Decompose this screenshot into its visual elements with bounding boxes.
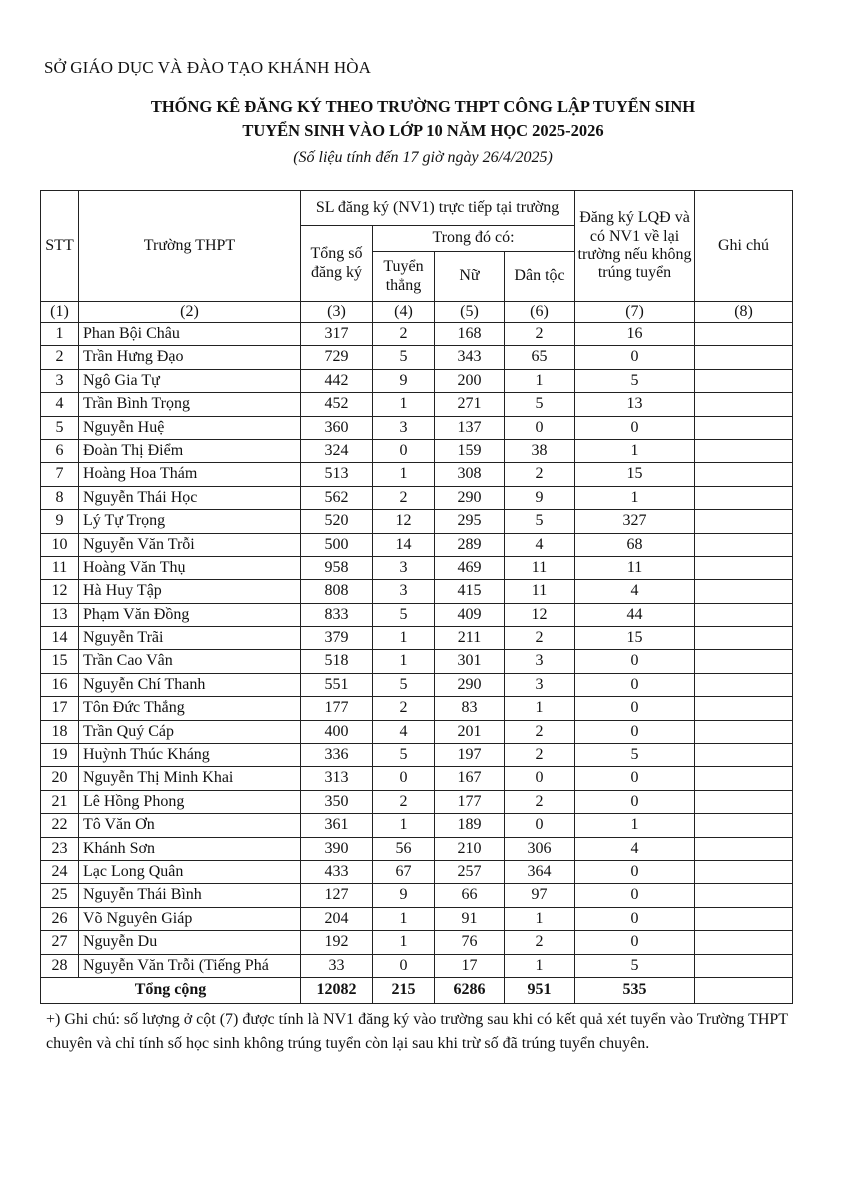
cell-ethnic: 11 (505, 556, 575, 579)
cell-total: 452 (301, 393, 373, 416)
cell-ethnic: 65 (505, 346, 575, 369)
table-row (41, 369, 793, 392)
cell-note (695, 884, 793, 907)
cell-female: 210 (435, 837, 505, 860)
cell-direct: 56 (373, 837, 435, 860)
cell-note (695, 510, 793, 533)
cell-lqd: 5 (575, 744, 695, 767)
cell-direct: 2 (373, 323, 435, 346)
column-number: (8) (695, 302, 793, 323)
cell-stt: 16 (41, 673, 79, 696)
cell-school: Phan Bội Châu (79, 323, 301, 346)
header-in-which: Trong đó có: (373, 226, 575, 252)
cell-total: 204 (301, 907, 373, 930)
cell-note (695, 580, 793, 603)
cell-ethnic: 2 (505, 627, 575, 650)
cell-female: 290 (435, 486, 505, 509)
cell-note (695, 931, 793, 954)
cell-ethnic: 2 (505, 744, 575, 767)
header-direct: Tuyển thẳng (373, 252, 435, 302)
cell-stt: 1 (41, 323, 79, 346)
cell-female: 308 (435, 463, 505, 486)
cell-total: 729 (301, 346, 373, 369)
total-label: Tổng cộng (41, 977, 301, 1003)
table-row (41, 416, 793, 439)
cell-ethnic: 11 (505, 580, 575, 603)
cell-school: Huỳnh Thúc Kháng (79, 744, 301, 767)
cell-note (695, 463, 793, 486)
cell-lqd: 44 (575, 603, 695, 626)
cell-school: Trần Cao Vân (79, 650, 301, 673)
table-row (41, 510, 793, 533)
cell-direct: 1 (373, 814, 435, 837)
cell-stt: 24 (41, 860, 79, 883)
cell-female: 91 (435, 907, 505, 930)
column-number: (1) (41, 302, 79, 323)
cell-total: 518 (301, 650, 373, 673)
cell-lqd: 15 (575, 627, 695, 650)
cell-lqd: 16 (575, 323, 695, 346)
cell-note (695, 346, 793, 369)
cell-school: Trần Hưng Đạo (79, 346, 301, 369)
cell-lqd: 15 (575, 463, 695, 486)
cell-direct: 14 (373, 533, 435, 556)
cell-lqd: 0 (575, 416, 695, 439)
cell-female: 159 (435, 439, 505, 462)
table-row (41, 323, 793, 346)
total-direct: 215 (373, 977, 435, 1003)
cell-direct: 9 (373, 369, 435, 392)
registration-table (40, 190, 793, 1004)
cell-stt: 7 (41, 463, 79, 486)
cell-school: Võ Nguyên Giáp (79, 907, 301, 930)
cell-direct: 0 (373, 439, 435, 462)
header-total-reg: Tổng số đăng ký (301, 226, 373, 302)
document-title-line-2: TUYỂN SINH VÀO LỚP 10 NĂM HỌC 2025-2026 (242, 121, 604, 140)
cell-stt: 22 (41, 814, 79, 837)
cell-ethnic: 2 (505, 463, 575, 486)
cell-stt: 19 (41, 744, 79, 767)
cell-lqd: 4 (575, 837, 695, 860)
cell-lqd: 0 (575, 650, 695, 673)
cell-lqd: 0 (575, 884, 695, 907)
cell-school: Nguyễn Chí Thanh (79, 673, 301, 696)
cell-stt: 10 (41, 533, 79, 556)
header-ethnic: Dân tộc (505, 252, 575, 302)
cell-school: Lý Tự Trọng (79, 510, 301, 533)
table-row (41, 673, 793, 696)
cell-total: 317 (301, 323, 373, 346)
cell-ethnic: 1 (505, 697, 575, 720)
cell-direct: 1 (373, 931, 435, 954)
cell-direct: 5 (373, 673, 435, 696)
cell-female: 211 (435, 627, 505, 650)
cell-total: 400 (301, 720, 373, 743)
cell-school: Nguyễn Trãi (79, 627, 301, 650)
cell-school: Lê Hồng Phong (79, 790, 301, 813)
header-stt: STT (41, 191, 79, 302)
cell-school: Phạm Văn Đồng (79, 603, 301, 626)
cell-school: Nguyễn Du (79, 931, 301, 954)
cell-female: 137 (435, 416, 505, 439)
cell-female: 177 (435, 790, 505, 813)
table-row (41, 580, 793, 603)
cell-direct: 67 (373, 860, 435, 883)
cell-direct: 3 (373, 416, 435, 439)
cell-female: 290 (435, 673, 505, 696)
cell-lqd: 0 (575, 907, 695, 930)
table-row (41, 907, 793, 930)
cell-total: 313 (301, 767, 373, 790)
cell-note (695, 603, 793, 626)
cell-total: 324 (301, 439, 373, 462)
cell-lqd: 0 (575, 931, 695, 954)
cell-ethnic: 0 (505, 814, 575, 837)
cell-total: 177 (301, 697, 373, 720)
cell-total: 379 (301, 627, 373, 650)
total-female: 6286 (435, 977, 505, 1003)
table-row (41, 556, 793, 579)
cell-school: Nguyễn Huệ (79, 416, 301, 439)
header-note: Ghi chú (695, 191, 793, 302)
cell-lqd: 5 (575, 954, 695, 977)
cell-stt: 6 (41, 439, 79, 462)
cell-note (695, 650, 793, 673)
cell-lqd: 0 (575, 697, 695, 720)
cell-stt: 14 (41, 627, 79, 650)
table-row (41, 767, 793, 790)
table-row (41, 720, 793, 743)
cell-female: 201 (435, 720, 505, 743)
cell-lqd: 4 (575, 580, 695, 603)
cell-lqd: 0 (575, 673, 695, 696)
cell-total: 433 (301, 860, 373, 883)
cell-total: 808 (301, 580, 373, 603)
cell-school: Nguyễn Thái Bình (79, 884, 301, 907)
cell-stt: 15 (41, 650, 79, 673)
cell-direct: 1 (373, 907, 435, 930)
cell-school: Hà Huy Tập (79, 580, 301, 603)
cell-school: Nguyễn Văn Trỗi (79, 533, 301, 556)
cell-ethnic: 9 (505, 486, 575, 509)
cell-school: Tô Văn Ơn (79, 814, 301, 837)
cell-lqd: 327 (575, 510, 695, 533)
cell-ethnic: 0 (505, 767, 575, 790)
cell-direct: 5 (373, 603, 435, 626)
cell-note (695, 720, 793, 743)
cell-ethnic: 306 (505, 837, 575, 860)
cell-stt: 5 (41, 416, 79, 439)
cell-female: 343 (435, 346, 505, 369)
cell-total: 361 (301, 814, 373, 837)
cell-note (695, 837, 793, 860)
cell-female: 168 (435, 323, 505, 346)
cell-ethnic: 5 (505, 393, 575, 416)
cell-direct: 9 (373, 884, 435, 907)
cell-note (695, 673, 793, 696)
cell-note (695, 369, 793, 392)
cell-female: 289 (435, 533, 505, 556)
cell-school: Trần Quý Cáp (79, 720, 301, 743)
cell-ethnic: 3 (505, 650, 575, 673)
cell-female: 197 (435, 744, 505, 767)
cell-female: 469 (435, 556, 505, 579)
cell-lqd: 0 (575, 860, 695, 883)
column-number: (4) (373, 302, 435, 323)
cell-total: 360 (301, 416, 373, 439)
cell-stt: 26 (41, 907, 79, 930)
cell-direct: 2 (373, 486, 435, 509)
header-lqd: Đăng ký LQĐ và có NV1 về lại trường nếu không trúng tuyển (575, 191, 695, 302)
total-ethnic: 951 (505, 977, 575, 1003)
cell-total: 336 (301, 744, 373, 767)
header-female: Nữ (435, 252, 505, 302)
cell-school: Hoàng Văn Thụ (79, 556, 301, 579)
column-number: (2) (79, 302, 301, 323)
cell-total: 833 (301, 603, 373, 626)
table-row (41, 463, 793, 486)
cell-school: Tôn Đức Thắng (79, 697, 301, 720)
cell-stt: 23 (41, 837, 79, 860)
cell-female: 295 (435, 510, 505, 533)
cell-stt: 3 (41, 369, 79, 392)
table-row (41, 393, 793, 416)
cell-school: Đoàn Thị Điểm (79, 439, 301, 462)
cell-direct: 1 (373, 627, 435, 650)
document-subtitle: (Số liệu tính đến 17 giờ ngày 26/4/2025) (293, 149, 553, 166)
cell-direct: 2 (373, 790, 435, 813)
cell-ethnic: 2 (505, 790, 575, 813)
table-row (41, 346, 793, 369)
table-row (41, 697, 793, 720)
cell-ethnic: 364 (505, 860, 575, 883)
cell-ethnic: 1 (505, 907, 575, 930)
cell-direct: 2 (373, 697, 435, 720)
cell-ethnic: 3 (505, 673, 575, 696)
cell-school: Hoàng Hoa Thám (79, 463, 301, 486)
cell-note (695, 416, 793, 439)
cell-stt: 18 (41, 720, 79, 743)
column-number: (6) (505, 302, 575, 323)
total-registered: 12082 (301, 977, 373, 1003)
cell-stt: 17 (41, 697, 79, 720)
cell-ethnic: 1 (505, 369, 575, 392)
cell-note (695, 790, 793, 813)
cell-stt: 4 (41, 393, 79, 416)
cell-total: 562 (301, 486, 373, 509)
table-row (41, 860, 793, 883)
cell-stt: 21 (41, 790, 79, 813)
cell-note (695, 907, 793, 930)
table-row (41, 603, 793, 626)
cell-note (695, 627, 793, 650)
cell-lqd: 1 (575, 439, 695, 462)
cell-direct: 3 (373, 556, 435, 579)
table-row (41, 744, 793, 767)
cell-lqd: 0 (575, 767, 695, 790)
cell-direct: 3 (373, 580, 435, 603)
cell-ethnic: 97 (505, 884, 575, 907)
cell-school: Nguyễn Thị Minh Khai (79, 767, 301, 790)
table-row (41, 439, 793, 462)
table-row (41, 884, 793, 907)
table-row (41, 837, 793, 860)
cell-ethnic: 0 (505, 416, 575, 439)
cell-ethnic: 1 (505, 954, 575, 977)
cell-school: Ngô Gia Tự (79, 369, 301, 392)
table-row (41, 486, 793, 509)
cell-direct: 1 (373, 393, 435, 416)
header-school: Trường THPT (79, 191, 301, 302)
cell-stt: 12 (41, 580, 79, 603)
cell-direct: 1 (373, 650, 435, 673)
cell-stt: 9 (41, 510, 79, 533)
cell-note (695, 556, 793, 579)
cell-female: 76 (435, 931, 505, 954)
cell-school: Nguyễn Thái Học (79, 486, 301, 509)
cell-stt: 13 (41, 603, 79, 626)
cell-school: Nguyễn Văn Trỗi (Tiếng Phá (79, 954, 301, 977)
cell-note (695, 744, 793, 767)
cell-note (695, 767, 793, 790)
cell-direct: 5 (373, 346, 435, 369)
cell-ethnic: 2 (505, 931, 575, 954)
column-number: (3) (301, 302, 373, 323)
table-row (41, 954, 793, 977)
cell-stt: 28 (41, 954, 79, 977)
cell-note (695, 860, 793, 883)
cell-ethnic: 12 (505, 603, 575, 626)
cell-note (695, 323, 793, 346)
cell-direct: 1 (373, 463, 435, 486)
cell-ethnic: 4 (505, 533, 575, 556)
column-number: (5) (435, 302, 505, 323)
cell-lqd: 0 (575, 790, 695, 813)
cell-total: 33 (301, 954, 373, 977)
cell-female: 257 (435, 860, 505, 883)
table-row (41, 814, 793, 837)
column-number: (7) (575, 302, 695, 323)
cell-note (695, 954, 793, 977)
table-row (41, 790, 793, 813)
cell-note (695, 486, 793, 509)
cell-total: 390 (301, 837, 373, 860)
cell-female: 189 (435, 814, 505, 837)
cell-note (695, 814, 793, 837)
cell-ethnic: 5 (505, 510, 575, 533)
total-note (695, 977, 793, 1003)
table-row (41, 650, 793, 673)
cell-direct: 0 (373, 767, 435, 790)
cell-stt: 20 (41, 767, 79, 790)
cell-total: 192 (301, 931, 373, 954)
cell-ethnic: 2 (505, 323, 575, 346)
cell-direct: 4 (373, 720, 435, 743)
cell-female: 17 (435, 954, 505, 977)
cell-female: 167 (435, 767, 505, 790)
cell-female: 200 (435, 369, 505, 392)
total-lqd: 535 (575, 977, 695, 1003)
cell-stt: 8 (41, 486, 79, 509)
column-number-row (41, 302, 793, 323)
cell-note (695, 533, 793, 556)
header-sl-group: SL đăng ký (NV1) trực tiếp tại trường (301, 191, 575, 226)
cell-female: 409 (435, 603, 505, 626)
cell-female: 271 (435, 393, 505, 416)
table-row (41, 627, 793, 650)
cell-note (695, 393, 793, 416)
cell-lqd: 0 (575, 720, 695, 743)
cell-total: 958 (301, 556, 373, 579)
cell-stt: 11 (41, 556, 79, 579)
cell-total: 500 (301, 533, 373, 556)
department-name: SỞ GIÁO DỤC VÀ ĐÀO TẠO KHÁNH HÒA (44, 58, 371, 77)
cell-total: 442 (301, 369, 373, 392)
cell-stt: 2 (41, 346, 79, 369)
cell-lqd: 11 (575, 556, 695, 579)
cell-lqd: 13 (575, 393, 695, 416)
cell-ethnic: 2 (505, 720, 575, 743)
cell-stt: 27 (41, 931, 79, 954)
document-title-line-1: THỐNG KÊ ĐĂNG KÝ THEO TRƯỜNG THPT CÔNG LẬP TUYỂN SINH (150, 97, 696, 116)
cell-stt: 25 (41, 884, 79, 907)
total-row (41, 977, 793, 1003)
cell-total: 513 (301, 463, 373, 486)
cell-school: Lạc Long Quân (79, 860, 301, 883)
cell-total: 520 (301, 510, 373, 533)
cell-note (695, 439, 793, 462)
cell-lqd: 1 (575, 814, 695, 837)
cell-ethnic: 38 (505, 439, 575, 462)
cell-lqd: 1 (575, 486, 695, 509)
cell-school: Khánh Sơn (79, 837, 301, 860)
cell-direct: 0 (373, 954, 435, 977)
cell-note (695, 697, 793, 720)
cell-lqd: 5 (575, 369, 695, 392)
cell-female: 83 (435, 697, 505, 720)
cell-lqd: 68 (575, 533, 695, 556)
cell-female: 301 (435, 650, 505, 673)
cell-total: 350 (301, 790, 373, 813)
cell-total: 127 (301, 884, 373, 907)
cell-female: 415 (435, 580, 505, 603)
cell-direct: 5 (373, 744, 435, 767)
cell-total: 551 (301, 673, 373, 696)
cell-direct: 12 (373, 510, 435, 533)
cell-school: Trần Bình Trọng (79, 393, 301, 416)
cell-lqd: 0 (575, 346, 695, 369)
table-row (41, 533, 793, 556)
table-row (41, 931, 793, 954)
cell-female: 66 (435, 884, 505, 907)
footnote: +) Ghi chú: số lượng ở cột (7) được tính là NV1 đăng ký vào trường sau khi có kết quả xét tuyển vào Trường THPT chuyên và chỉ tính số học sinh không trúng tuyển còn lại sau khi trừ số đã trúng tuyển chuyên. (46, 1011, 788, 1052)
